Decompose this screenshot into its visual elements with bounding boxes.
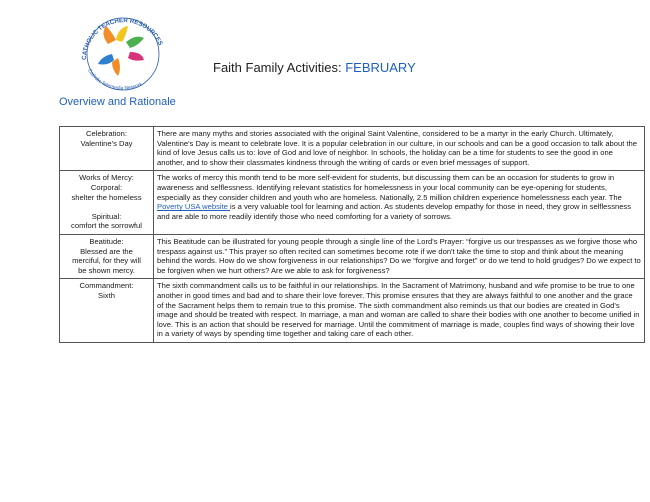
- row-label: [60, 127, 154, 171]
- section-subtitle: Overview and Rationale: [59, 96, 176, 108]
- overview-table: [59, 126, 645, 343]
- label-line: Celebration:: [86, 129, 127, 138]
- label-line: merciful, for they will: [72, 256, 141, 266]
- label-line: Commandment:: [79, 281, 134, 291]
- label-line: Valentine's Day: [80, 138, 133, 148]
- logo-arc-bottom-text: Catholic Telemedia Network: [86, 67, 144, 92]
- row-body: [154, 171, 645, 235]
- label-line: be shown mercy.: [78, 265, 135, 275]
- body-text: is a very valuable tool for learning and action. As students develop empathy for those in need, they grow in selflessness and are able to more readily identify those who need comforting for a variety of sorrows.: [157, 202, 632, 221]
- label-line: Works of Mercy:: [79, 173, 134, 183]
- page-title-prefix: Faith Family Activities:: [213, 60, 346, 75]
- label-line: comfort the sorrowful: [71, 221, 142, 231]
- table-row: [60, 127, 645, 171]
- poverty-usa-link[interactable]: Poverty USA website: [157, 202, 231, 212]
- row-body: The sixth commandment calls us to be faithful in our relationships. In the Sacrament of Matrimony, husband and wife promise to be true to one another in good times and bad and to share their love forever. This promise ensures that they are always faithful to one another and the grace of the Sacrament helps them to remain true to this promise. The sixth commandment also reminds us that our bodies are created in God's image and should be treated with respect. In marriage, a man and woman are called to share their bodies with one another to become unified in love. This is an action that should be reserved for marriage. Until the commitment of marriage is made, couples find ways of showing their love in a variety of ways by spending time together and taking care of each other.: [154, 279, 645, 343]
- catholic-teacher-resources-logo: [68, 8, 178, 94]
- table-row: [60, 279, 645, 343]
- label-line: shelter the homeless: [71, 192, 142, 202]
- label-line: Sixth: [98, 290, 115, 300]
- row-label: [60, 279, 154, 343]
- label-line: Blessed are the: [80, 246, 133, 256]
- row-body: This Beatitude can be illustrated for young people through a single line of the Lord's Prayer: “forgive us our trespasses as we forgive those who trespass against us.” This prayer so often recited can sometimes become rote if we don't take the time to stop and think about the meaning behind the words. How do we show forgiveness in our relationships? Do we “forgive and forget” or do we tend to hold grudges? Do we expect to be forgiven when we hurt others? Are we able to ask for forgiveness?: [154, 234, 645, 278]
- row-label: [60, 171, 154, 235]
- hands-icon: [98, 26, 144, 76]
- logo-arc-top-text: CATHOLIC TEACHER RESOURCES: [80, 17, 164, 61]
- label-line: Spiritual:: [91, 211, 122, 221]
- row-label: [60, 234, 154, 278]
- page-title: [213, 60, 416, 75]
- label-line: Corporal:: [90, 182, 123, 192]
- page-title-month: FEBRUARY: [345, 60, 416, 75]
- label-line: Beatitude:: [89, 236, 124, 246]
- table-row: [60, 171, 645, 235]
- body-text: The works of mercy this month tend to be more self-evident for students, but discussing them can be an occasion for students to grow in awareness and selflessness. Identifying relevant statistics for homelessness in your local community can be eye-opening for students, especially as they consider children and youth who are homeless. Nationally, 2.5 million children experience homelessness each year. The: [157, 173, 622, 202]
- table-row: [60, 234, 645, 278]
- row-body: There are many myths and stories associated with the original Saint Valentine, considered to be a martyr in the early Church. Ultimately, Valentine's Day is meant to celebrate love. It is a popular celebration in our culture, in our schools and can be a good occasion to talk about the kind of love Jesus calls us to: love of God and love of neighbor. In schools, the holiday can be a time for students to see the good in one another, and to show their classmates kindness through the writing of cards or even brief messages of support.: [154, 127, 645, 171]
